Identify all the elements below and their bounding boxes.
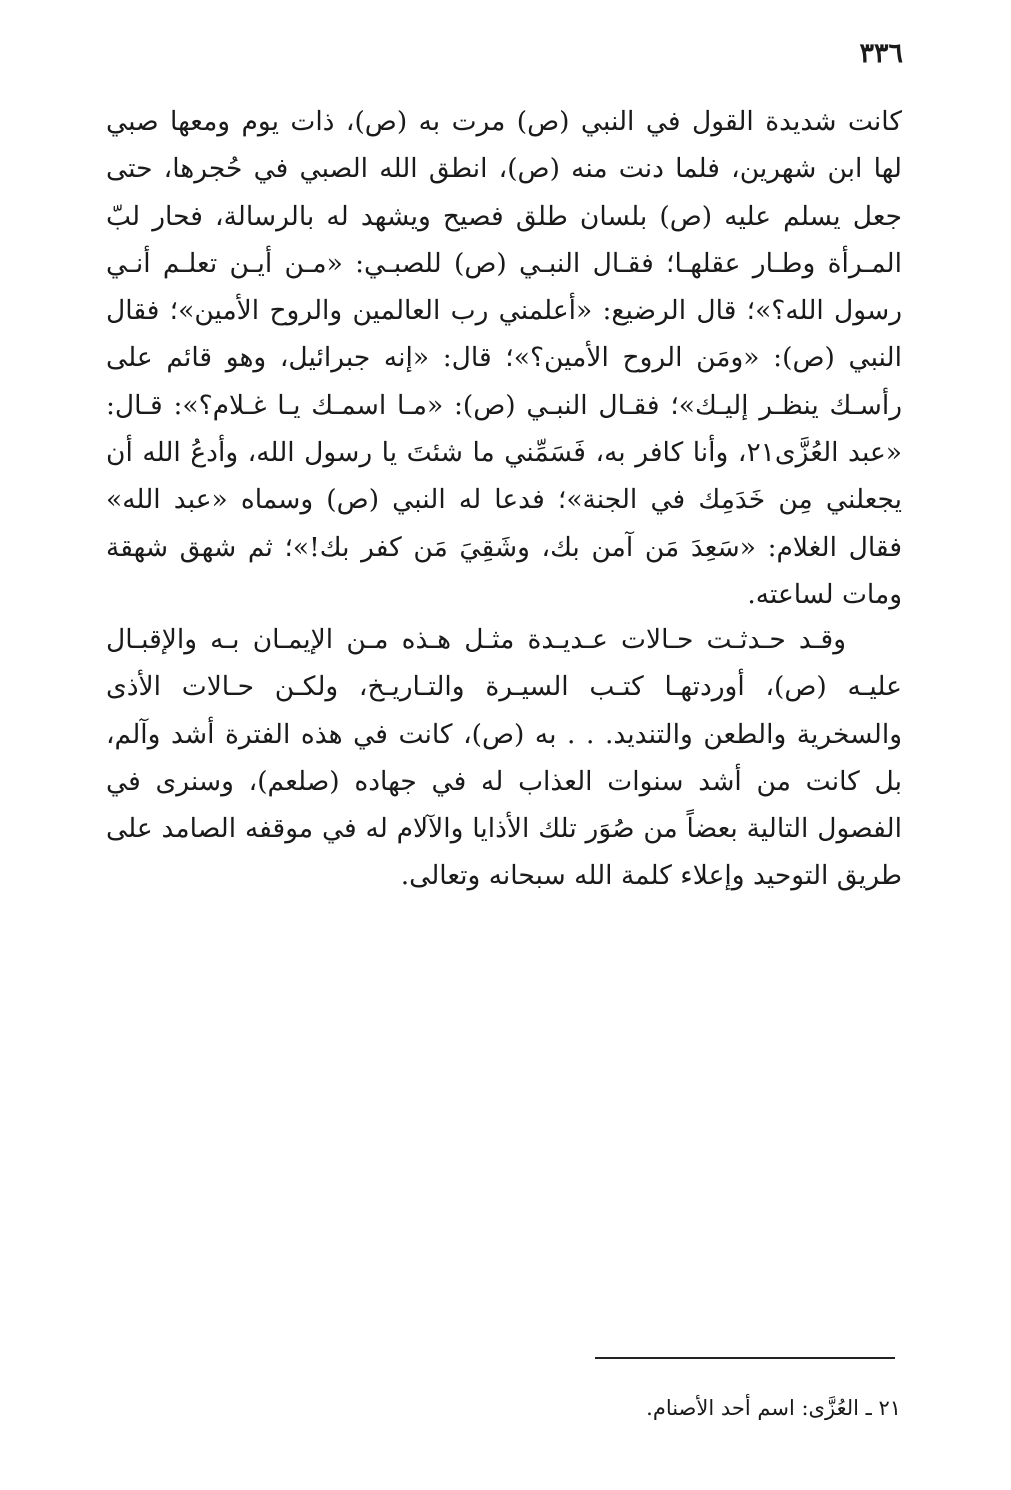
paragraph-text: كانت شديدة القول في النبي (ص) مرت به (ص)، ذات يوم ومعها صبي لها ابن شهرين، فلما دنت منه (ص)، انطق الله الصبي في حُجرها، حتى جعل يسلم عليه (ص) بلسان طلق فصيح ويشهد له بالرسالة، فحار لبّ المـرأة وطـار عقلهـا؛ فقـال النبـي (ص) للصبـي: «مـن أيـن تعلـم أنـي رسول الله؟»؛ قال الرضيع: «أعلمني رب العالمين والروح الأمين»؛ فقال النبي (ص): «ومَن الروح الأمين؟»؛ قال: «إنه جبرائيل، وهو قائم على رأسـك ينظـر إليـك»؛ فقـال النبـي (ص): «مـا اسمـك يـا غـلام؟»: قـال: «عبد العُزَّى٢١، وأنا كافر به، فَسَمِّني ما شئتَ يا رسول الله، وأدعُ الله أن يجعلني مِن خَدَمِك في الجنة»؛ فدعا له النبي (ص) وسماه «عبد الله» فقال الغلام: «سَعِدَ مَن آمن بك، وشَقِيَ مَن كفر بك!»؛ ثم شهق شهقة ومات لساعته. <box>106 106 902 610</box>
paragraph-2 <box>106 616 902 900</box>
paragraph-text: وقـد حـدثـت حـالات عـديـدة مثـل هـذه مـن الإيمـان بـه والإقبـال عليـه (ص)، أوردتهـا كتـب السيـرة والتـاريـخ، ولكـن حـالات الأذى والسخرية والطعن والتنديد. . . به (ص)، كانت في هذه الفترة أشد وآلم، بل كانت من أشد سنوات العذاب له في جهاده (صلعم)، وسنرى في الفصول التالية بعضاً من صُوَر تلك الأذايا والآلام له في موقفه الصامد على طريق التوحيد وإعلاء كلمة الله سبحانه وتعالى. <box>106 624 902 892</box>
footnote: ٢١ ـ العُزَّى: اسم أحد الأصنام. <box>646 1396 901 1420</box>
paragraph-1 <box>106 98 902 618</box>
page-number: ٣٣٦ <box>859 38 903 69</box>
footnote-separator <box>595 1357 895 1359</box>
